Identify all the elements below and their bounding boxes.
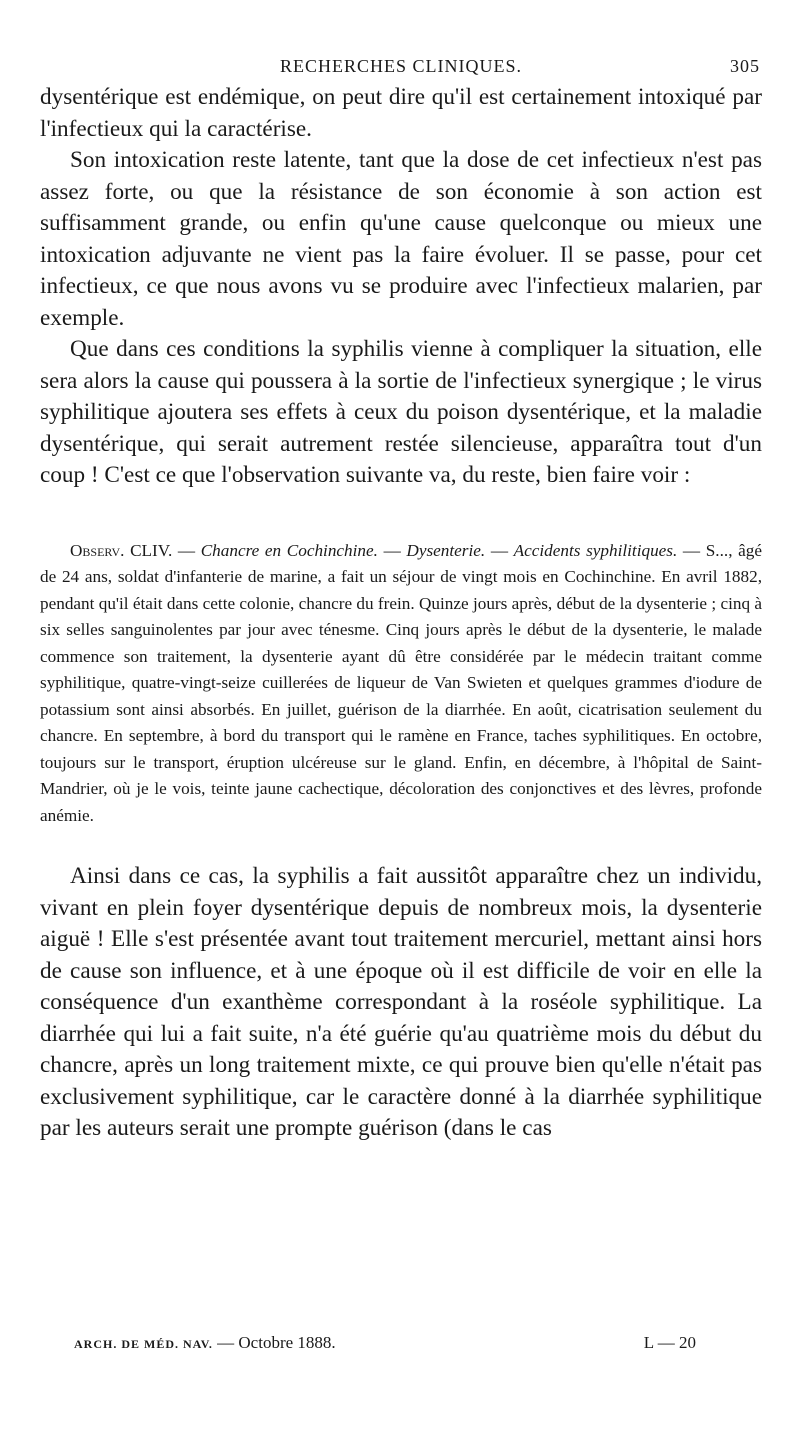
paragraph-4: Ainsi dans ce cas, la syphilis a fait aussitôt apparaître chez un individu, vivant en plein foyer dysentérique depuis de nombreux mois, la dysenterie aiguë ! Elle s'est présentée avant tout traitement mercuriel, mettant ainsi hors de cause son influence, et à une époque où il est difficile de voir en elle la conséquence d'un exanthème correspondant à la roséole syphilitique. La diarrhée qui lui a fait suite, n'a été guérie qu'au quatrième mois du début du chancre, après un long traitement mixte, ce qui prouve bien qu'elle n'était pas exclusivement syphilitique, car le caractère donné à la diarrhée syphilitique par les auteurs serait une prompte guérison (dans le cas: [40, 863, 762, 1141]
observation-dash: —: [677, 540, 706, 560]
observation-title-3: Accidents syphilitiques.: [513, 540, 678, 560]
observation-title-1: Chancre en Cochinchine.: [200, 540, 378, 560]
footer-signature: L — 20: [643, 1333, 696, 1352]
main-text-top: [40, 82, 762, 492]
observation-title-2: Dysenterie.: [406, 540, 486, 560]
footer-date: Octobre 1888.: [238, 1333, 336, 1352]
page-footer: [74, 1333, 696, 1363]
observation-label: Observ. CLIV.: [70, 540, 173, 560]
header-title: RECHERCHES CLINIQUES.: [279, 56, 522, 76]
footer-journal-line: [74, 1333, 336, 1353]
footer-journal: ARCH. DE MÉD. NAV.: [74, 1337, 213, 1351]
running-header: [40, 52, 762, 82]
observation-block: [40, 538, 762, 830]
observation-text: S..., âgé de 24 ans, soldat d'infanterie de marine, a fait un séjour de vingt mois en Cochinchine. En avril 1882, pendant qu'il était dans cette colonie, chancre du frein. Quinze jours après, début de la dysenterie ; cinq à six selles sanguinolentes par jour avec ténesme. Cinq jours après le début de la dysenterie, le malade commence son traitement, la dysenterie ayant dû être considérée par le médecin traitant comme syphilitique, quatre-vingt-seize cuillerées de liqueur de Van Swieten et quelques grammes d'iodure de potassium sont ainsi absorbés. En juillet, guérison de la diarrhée. En août, cicatrisation seulement du chancre. En septembre, à bord du transport qui le ramène en France, taches syphilitiques. En octobre, toujours sur le transport, éruption ulcéreuse sur le gland. Enfin, en décembre, à l'hôpital de Saint-Mandrier, où je le vois, teinte jaune cachectique, décoloration des conjonctives et des lèvres, profonde anémie.: [40, 540, 762, 825]
observation-dash: —: [377, 540, 407, 560]
paragraph-2: Son intoxication reste latente, tant que la dose de cet infectieux n'est pas assez forte, ou que la résistance de son économie à son action est suffisamment grande, ou enfin qu'une cause quelconque ou mieux une intoxication adjuvante ne vient pas la faire évoluer. Il se passe, pour cet infectieux, ce que nous avons vu se produire avec l'infectieux malarien, par exemple.: [40, 147, 762, 331]
footer-separator: —: [212, 1333, 239, 1352]
observation-dash: —: [172, 540, 201, 560]
page: [40, 52, 762, 1145]
page-number: 305: [730, 56, 760, 76]
observation-dash: —: [485, 540, 514, 560]
paragraph-3: Que dans ces conditions la syphilis vienne à compliquer la situation, elle sera alors la cause qui poussera à la sortie de l'infectieux synergique ; le virus syphilitique ajoutera ses effets à ceux du poison dysentérique, et la maladie dysentérique, qui serait autrement restée silencieuse, apparaîtra tout d'un coup ! C'est ce que l'observation suivante va, du reste, bien faire voir :: [40, 336, 762, 488]
paragraph-1: dysentérique est endémique, on peut dire qu'il est certainement intoxiqué par l'infectieux qui la caractérise.: [40, 84, 762, 142]
main-text-bottom: [40, 861, 762, 1145]
